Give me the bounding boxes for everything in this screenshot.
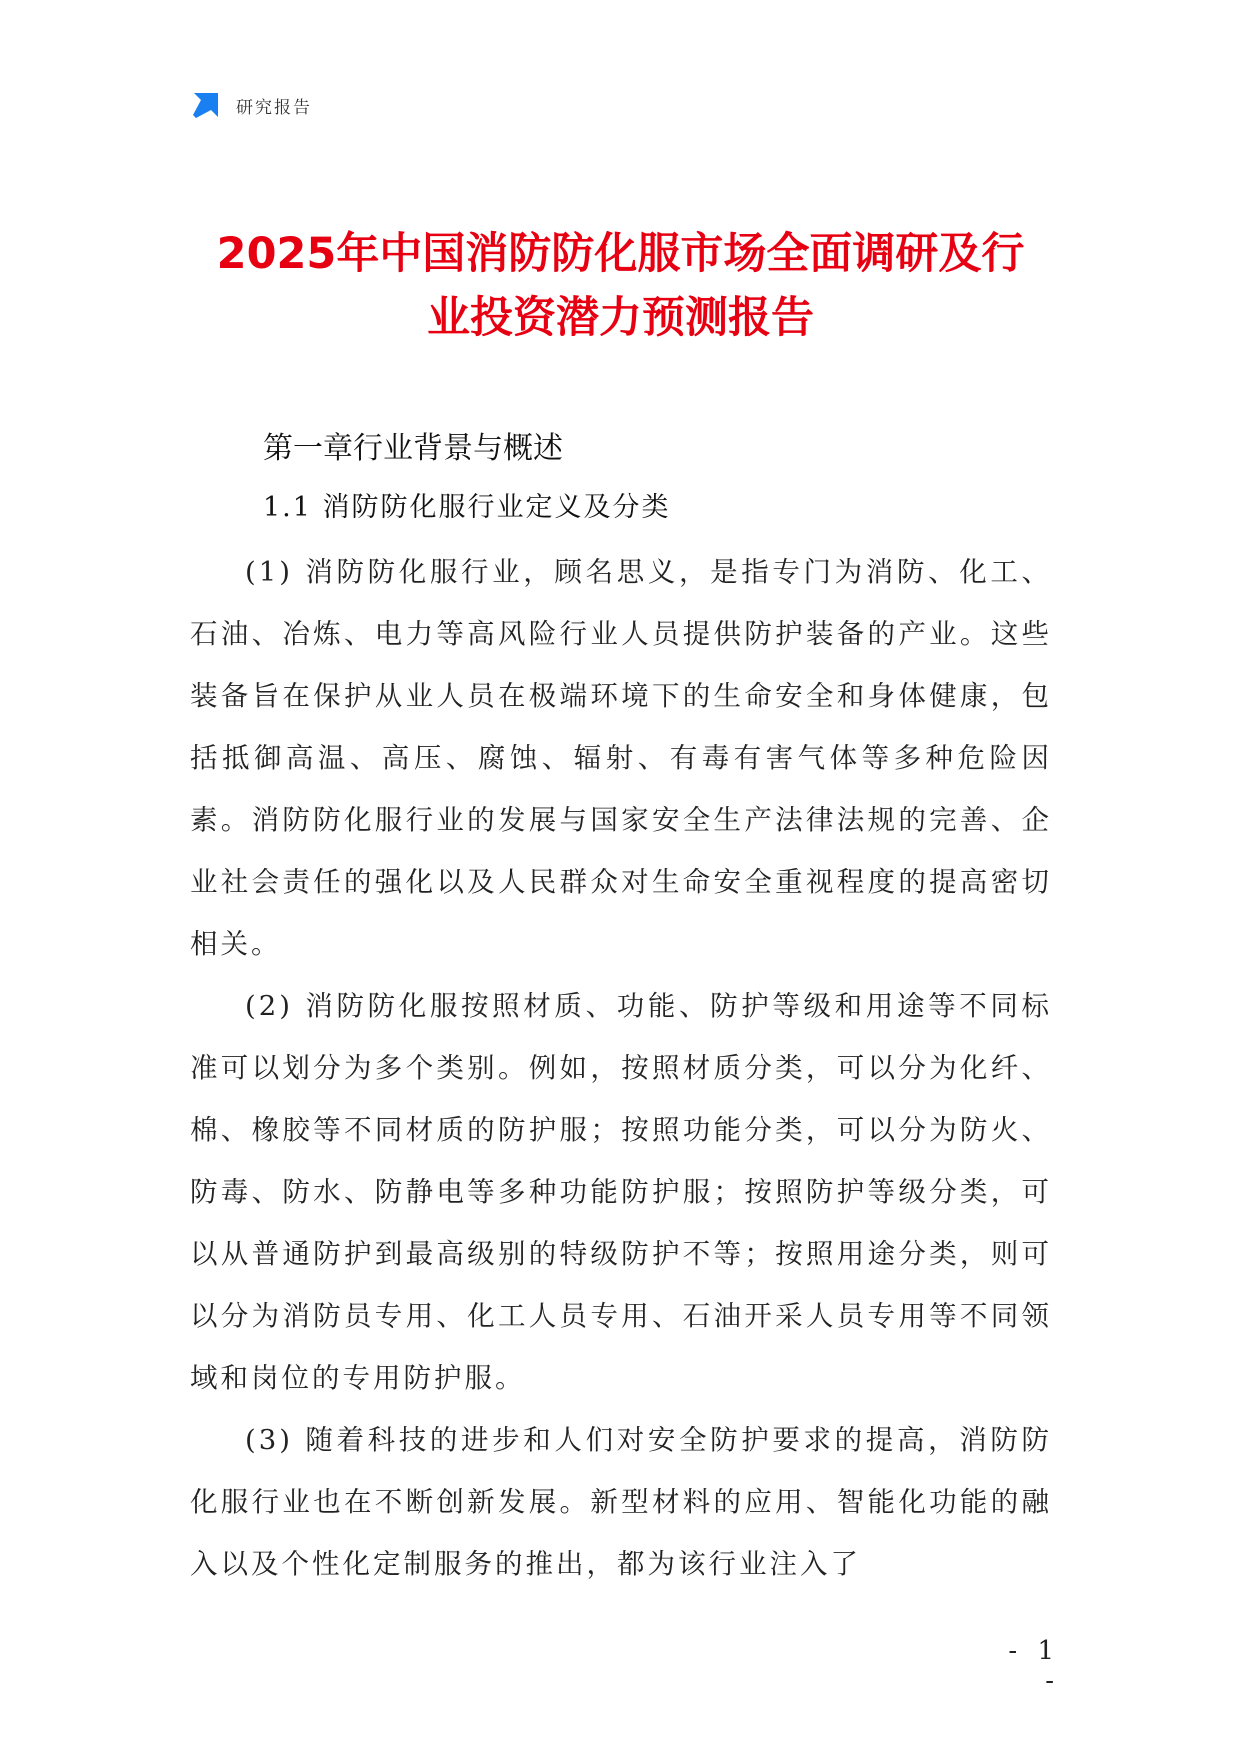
section-heading: 1.1 消防防化服行业定义及分类 bbox=[263, 492, 671, 523]
paragraph-3: (3) 随着科技的进步和人们对安全防护要求的提高，消防防化服行业也在不断创新发展。新型材料的应用、智能化功能的融入以及个性化定制服务的推出，都为该行业注入了 bbox=[190, 1424, 1052, 1580]
page-title bbox=[160, 222, 1081, 350]
header-label: 研究报告 bbox=[236, 97, 312, 118]
report-header bbox=[190, 88, 312, 122]
body-text bbox=[190, 541, 1052, 1595]
paragraph-1: (1) 消防防化服行业，顾名思义，是指专门为消防、化工、石油、冶炼、电力等高风险行业人员提供防护装备的产业。这些装备旨在保护从业人员在极端环境下的生命安全和身体健康，包括抵御高温、高压、腐蚀、辐射、有毒有害气体等多种危险因素。消防防化服行业的发展与国家安全生产法律法规的完善、企业社会责任的强化以及人民群众对生命安全重视程度的提高密切相关。 bbox=[190, 556, 1052, 960]
arrow-up-right-icon bbox=[190, 89, 222, 121]
chapter-heading: 第一章行业背景与概述 bbox=[263, 431, 563, 466]
title-line-2: 业投资潜力预测报告 bbox=[427, 293, 814, 343]
title-line-1: 2025年中国消防防化服市场全面调研及行 bbox=[216, 229, 1025, 279]
paragraph-2: (2) 消防防化服按照材质、功能、防护等级和用途等不同标准可以划分为多个类别。例如，按照材质分类，可以分为化纤、棉、橡胶等不同材质的防护服；按照功能分类，可以分为防火、防毒、防水、防静电等多种功能防护服；按照防护等级分类，可以从普通防护到最高级别的特级防护不等；按照用途分类，则可以分为消防员专用、化工人员专用、石油开采人员专用等不同领域和岗位的专用防护服。 bbox=[190, 990, 1052, 1394]
page-number: - 1 - bbox=[1008, 1636, 1060, 1696]
